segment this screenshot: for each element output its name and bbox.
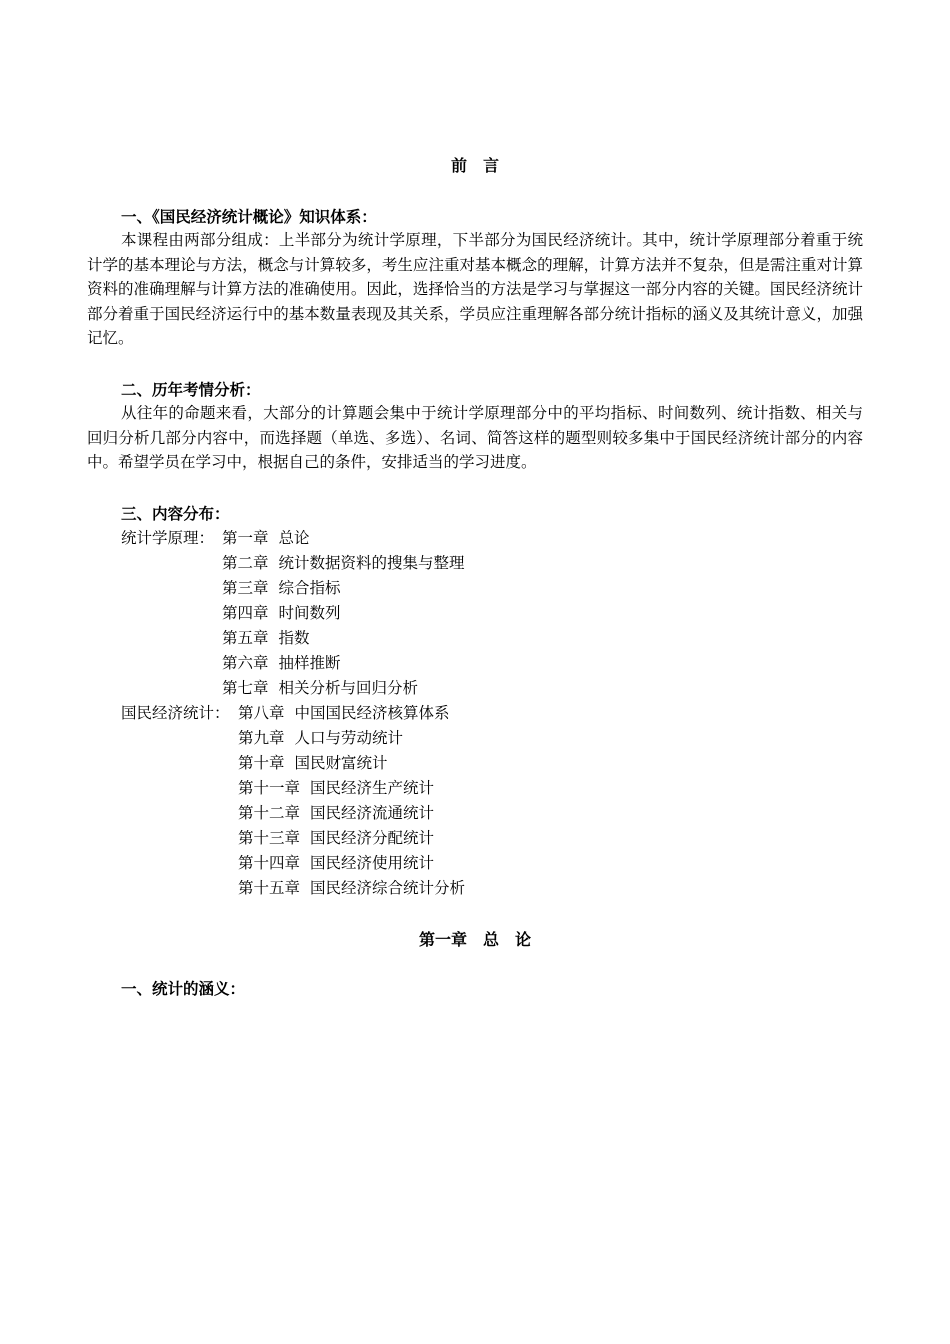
toc-chapter-number: 第十三章 [238, 829, 301, 847]
toc-chapter-name: 国民财富统计 [294, 754, 388, 772]
toc-chapter-number: 第一章 [222, 529, 269, 547]
toc-item [222, 601, 341, 623]
toc-item [238, 876, 465, 898]
toc-chapter-name: 时间数列 [278, 604, 341, 622]
toc-item [238, 826, 434, 848]
toc-chapter-name: 中国国民经济核算体系 [294, 704, 450, 722]
toc-chapter-number: 第十二章 [238, 804, 301, 822]
preface-title: 前 言 [450, 156, 499, 175]
chapter-one-first-heading: 一、统计的涵义： [121, 979, 246, 998]
toc-chapter-number: 第十一章 [238, 779, 301, 797]
toc-chapter-name: 抽样推断 [278, 654, 341, 672]
toc-item [222, 626, 310, 648]
toc-chapter-name: 国民经济使用统计 [310, 854, 435, 872]
toc-chapter-number: 第四章 [222, 604, 269, 622]
section-heading-knowledge-system: 一、《国民经济统计概论》知识体系： [121, 207, 377, 226]
toc-item [238, 751, 388, 773]
toc-chapter-name: 相关分析与回归分析 [278, 679, 419, 697]
toc-chapter-name: 指数 [278, 629, 310, 647]
toc-chapter-number: 第七章 [222, 679, 269, 697]
toc-item [238, 726, 403, 748]
toc-chapter-number: 第十四章 [238, 854, 301, 872]
toc-item [222, 651, 341, 673]
toc-group-label-national-economy: 国民经济统计： [121, 704, 230, 722]
toc-item [222, 526, 310, 548]
section-heading-content-distribution: 三、内容分布： [121, 504, 230, 523]
toc-item [238, 801, 434, 823]
toc-item [238, 701, 450, 723]
toc-item [222, 676, 418, 698]
toc-chapter-name: 总论 [278, 529, 310, 547]
toc-item [238, 851, 434, 873]
toc-chapter-name: 国民经济分配统计 [310, 829, 435, 847]
toc-chapter-number: 第十五章 [238, 879, 301, 897]
toc-chapter-name: 国民经济流通统计 [310, 804, 435, 822]
toc-chapter-number: 第六章 [222, 654, 269, 672]
section-paragraph-exam-analysis: 从往年的命题来看，大部分的计算题会集中于统计学原理部分中的平均指标、时间数列、统计指数、相关与回归分析几部分内容中，而选择题（单选、多选）、名词、简答这样的题型则较多集中于国民经济统计部分的内容中。希望学员在学习中，根据自己的条件，安排适当的学习进度。 [87, 404, 863, 471]
toc-chapter-number: 第九章 [238, 729, 285, 747]
toc-group-label-principles: 统计学原理： [121, 529, 215, 547]
toc-item [222, 576, 341, 598]
toc-chapter-name: 综合指标 [278, 579, 341, 597]
toc-chapter-number: 第三章 [222, 579, 269, 597]
toc-chapter-name: 人口与劳动统计 [294, 729, 404, 747]
toc-chapter-name: 国民经济生产统计 [310, 779, 435, 797]
toc-item [222, 551, 465, 573]
toc-chapter-number: 第二章 [222, 554, 269, 572]
toc-item [238, 776, 434, 798]
section-paragraph-knowledge-system: 本课程由两部分组成：上半部分为统计学原理，下半部分为国民经济统计。其中，统计学原理部分着重于统计学的基本理论与方法，概念与计算较多，考生应注重对基本概念的理解，计算方法并不复杂，但是需注重对计算资料的准确理解与计算方法的准确使用。因此，选择恰当的方法是学习与掌握这一部分内容的关键。国民经济统计部分着重于国民经济运行中的基本数量表现及其关系，学员应注重理解各部分统计指标的涵义及其统计意义，加强记忆。 [87, 231, 863, 347]
toc-chapter-number: 第五章 [222, 629, 269, 647]
section-heading-exam-analysis: 二、历年考情分析： [121, 380, 261, 399]
toc-chapter-number: 第八章 [238, 704, 285, 722]
toc-chapter-name: 统计数据资料的搜集与整理 [278, 554, 465, 572]
toc-chapter-number: 第十章 [238, 754, 285, 772]
toc-chapter-name: 国民经济综合统计分析 [310, 879, 466, 897]
chapter-one-title: 第一章 总 论 [418, 930, 531, 949]
